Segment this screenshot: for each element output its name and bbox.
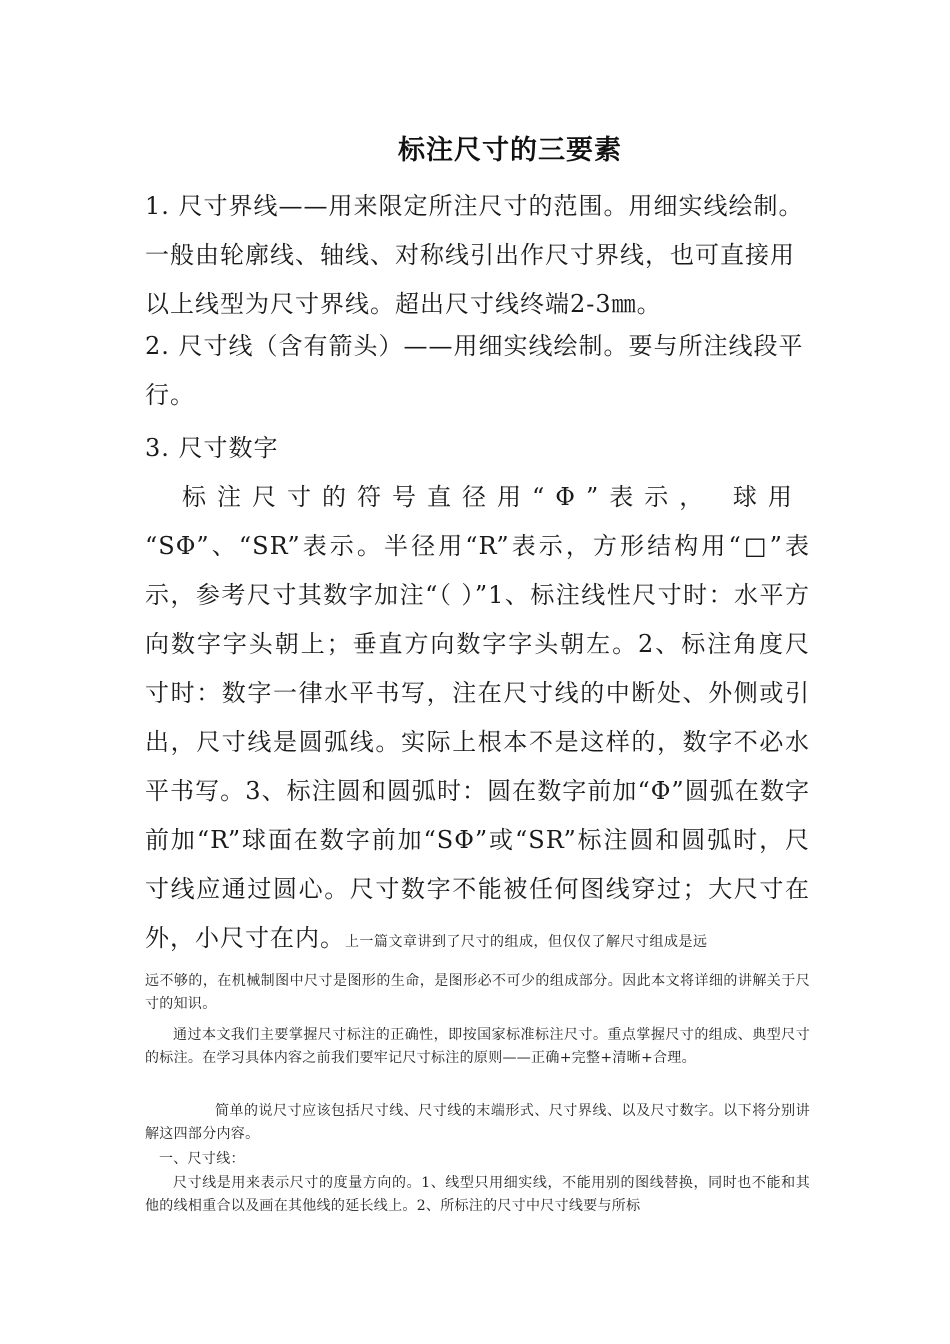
item-3-text: 3. 尺寸数字 — [145, 434, 279, 462]
document-title: 标注尺寸的三要素 — [398, 135, 622, 166]
small-paragraph-5: 尺寸线是用来表示尺寸的度量方向的。1、线型只用细实线，不能用别的图线替换，同时也不能和其他的线相重合以及画在其他线的延长线上。2、所标注的尺寸中尺寸线要与所标 — [145, 1175, 810, 1214]
symbols-paragraph-first-line: 标注尺寸的符号直径用“Φ”表示， 球用 — [182, 483, 803, 511]
item-1-text: 1. 尺寸界线——用来限定所注尺寸的范围。用细实线绘制。一般由轮廓线、轴线、对称线引出作尺寸界线，也可直接用以上线型为尺寸界线。超出尺寸线终端2-3㎜。 — [145, 192, 804, 318]
symbols-paragraph-rest: “SΦ”、“SR”表示。半径用“R”表示，方形结构用“□”表示，参考尺寸其数字加注“（ ）”1、标注线性尺寸时：水平方向数字字头朝上；垂直方向数字字头朝左。2、标注角度尺寸时：数字一律水平书写，注在尺寸线的中断处、外侧或引出，尺寸线是圆弧线。实际上根本不是这样的，数字不必水平书写。3、标注圆和圆弧时：圆在数字前加“Φ”圆弧在数字前加“R”球面在数字前加“SΦ”或“SR”标注圆和圆弧时，尺寸线应通过圆心。尺寸数字不能被任何图线穿过；大尺寸在外，小尺寸在内。 — [145, 532, 810, 952]
small-text-inline-start: 上一篇文章讲到了尺寸的组成，但仅仅了解尺寸组成是远 — [345, 934, 708, 950]
small-paragraph-3: 简单的说尺寸应该包括尺寸线、尺寸线的末端形式、尺寸界线、以及尺寸数字。以下将分别讲解这四部分内容。 — [145, 1103, 810, 1142]
item-dimension-extension-line — [145, 182, 810, 329]
section-heading-dimension-line: 一、尺寸线： — [159, 1151, 245, 1167]
symbols-paragraph-body — [145, 522, 810, 967]
item-2-text: 2. 尺寸线（含有箭头）——用细实线绘制。要与所注线段平行。 — [145, 332, 804, 409]
small-paragraph-1: 远不够的，在机械制图中尺寸是图形的生命，是图形必不可少的组成部分。因此本文将详细的讲解关于尺寸的知识。 — [145, 973, 810, 1012]
small-paragraph-2: 通过本文我们主要掌握尺寸标注的正确性，即按国家标准标注尺寸。重点掌握尺寸的组成、典型尺寸的标注。在学习具体内容之前我们要牢记尺寸标注的原则——正确+完整+清晰+合理。 — [145, 1027, 810, 1066]
item-dimension-line — [145, 322, 810, 420]
symbols-paragraph — [145, 473, 810, 967]
item-dimension-number — [145, 424, 810, 473]
